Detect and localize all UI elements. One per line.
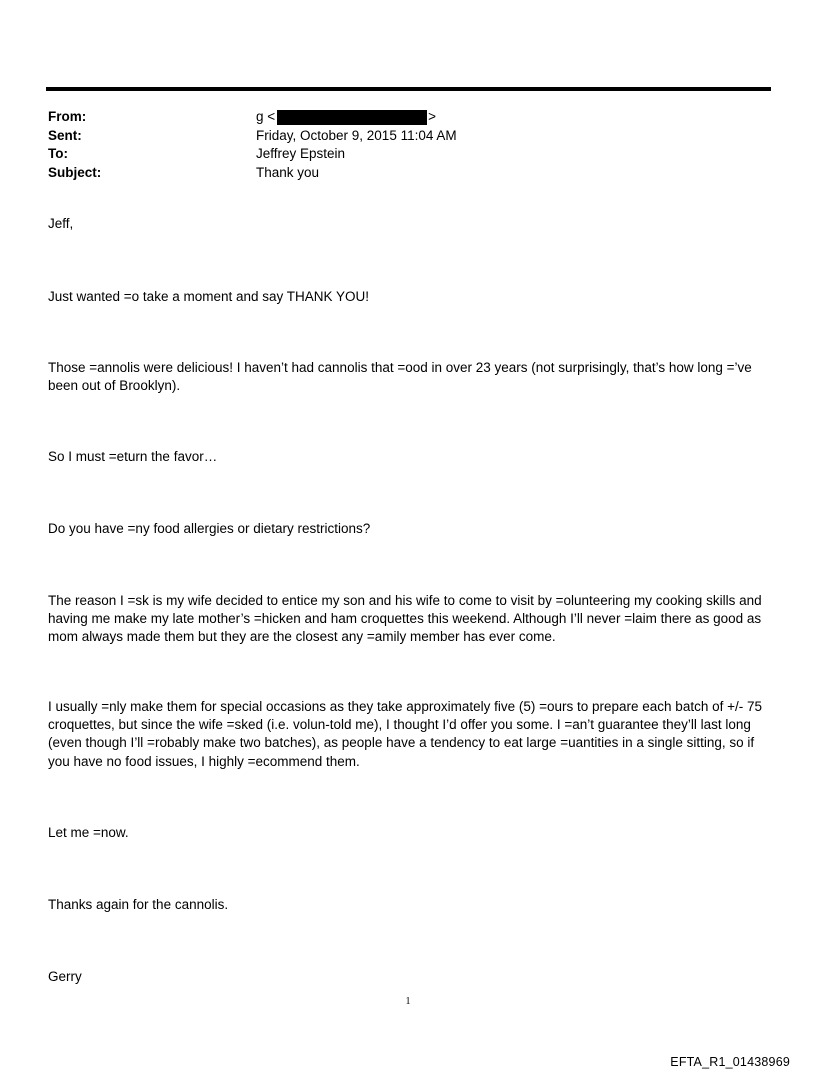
paragraph-reason: The reason I =sk is my wife decided to entice my son and his wife to come to visit by =olunteering my cooking skills and having me make my late mother’s =hicken and ham croquettes this weekend. Although I’ll never =laim there as good as mom always made them but they are the closest any =amily member has ever come. <box>48 593 762 645</box>
to-label: To: <box>48 146 68 161</box>
from-prefix: g < <box>256 109 276 124</box>
page-number: 1 <box>405 996 411 1007</box>
paragraph-return-favor: So I must =eturn the favor… <box>48 449 218 464</box>
sent-label: Sent: <box>48 127 82 143</box>
sent-value: Friday, October 9, 2015 11:04 AM <box>256 127 457 143</box>
redaction-box <box>277 110 427 125</box>
document-id: EFTA_R1_01438969 <box>670 1055 790 1069</box>
to-value: Jeffrey Epstein <box>256 146 346 161</box>
header-divider <box>46 87 771 91</box>
sent-row <box>48 127 768 146</box>
from-label: From: <box>48 109 87 124</box>
signature: Gerry <box>48 969 82 984</box>
paragraph-allergies: Do you have =ny food allergies or dietary restrictions? <box>48 521 371 536</box>
email-header <box>48 108 768 182</box>
paragraph-croquettes: I usually =nly make them for special occasions as they take approximately five (5) =ours to prepare each batch of +/- 75 croquettes, but since the wife =sked (i.e. volun-told me), I thought I’d offer you some. I =an’t guarantee they’ll last long (even though I’ll =robably make two batches), as people have a tendency to eat large =uantities in a single sitting, so if you have no food issues, I highly =ecommend them. <box>48 699 762 769</box>
from-suffix: > <box>428 109 437 124</box>
paragraph-thanks-again: Thanks again for the cannolis. <box>48 897 229 912</box>
from-value <box>256 108 436 127</box>
greeting: Jeff, <box>48 216 74 231</box>
subject-value: Thank you <box>256 164 320 180</box>
subject-label: Subject: <box>48 164 102 180</box>
paragraph-cannolis: Those =annolis were delicious! I haven’t had cannolis that =ood in over 23 years (not surprisingly, that’s how long =’ve been out of Brooklyn). <box>48 360 752 394</box>
paragraph-let-me-know: Let me =now. <box>48 825 129 840</box>
to-row <box>48 145 768 164</box>
from-row <box>48 108 768 127</box>
subject-row <box>48 164 768 183</box>
paragraph-thanks: Just wanted =o take a moment and say THANK YOU! <box>48 289 370 304</box>
